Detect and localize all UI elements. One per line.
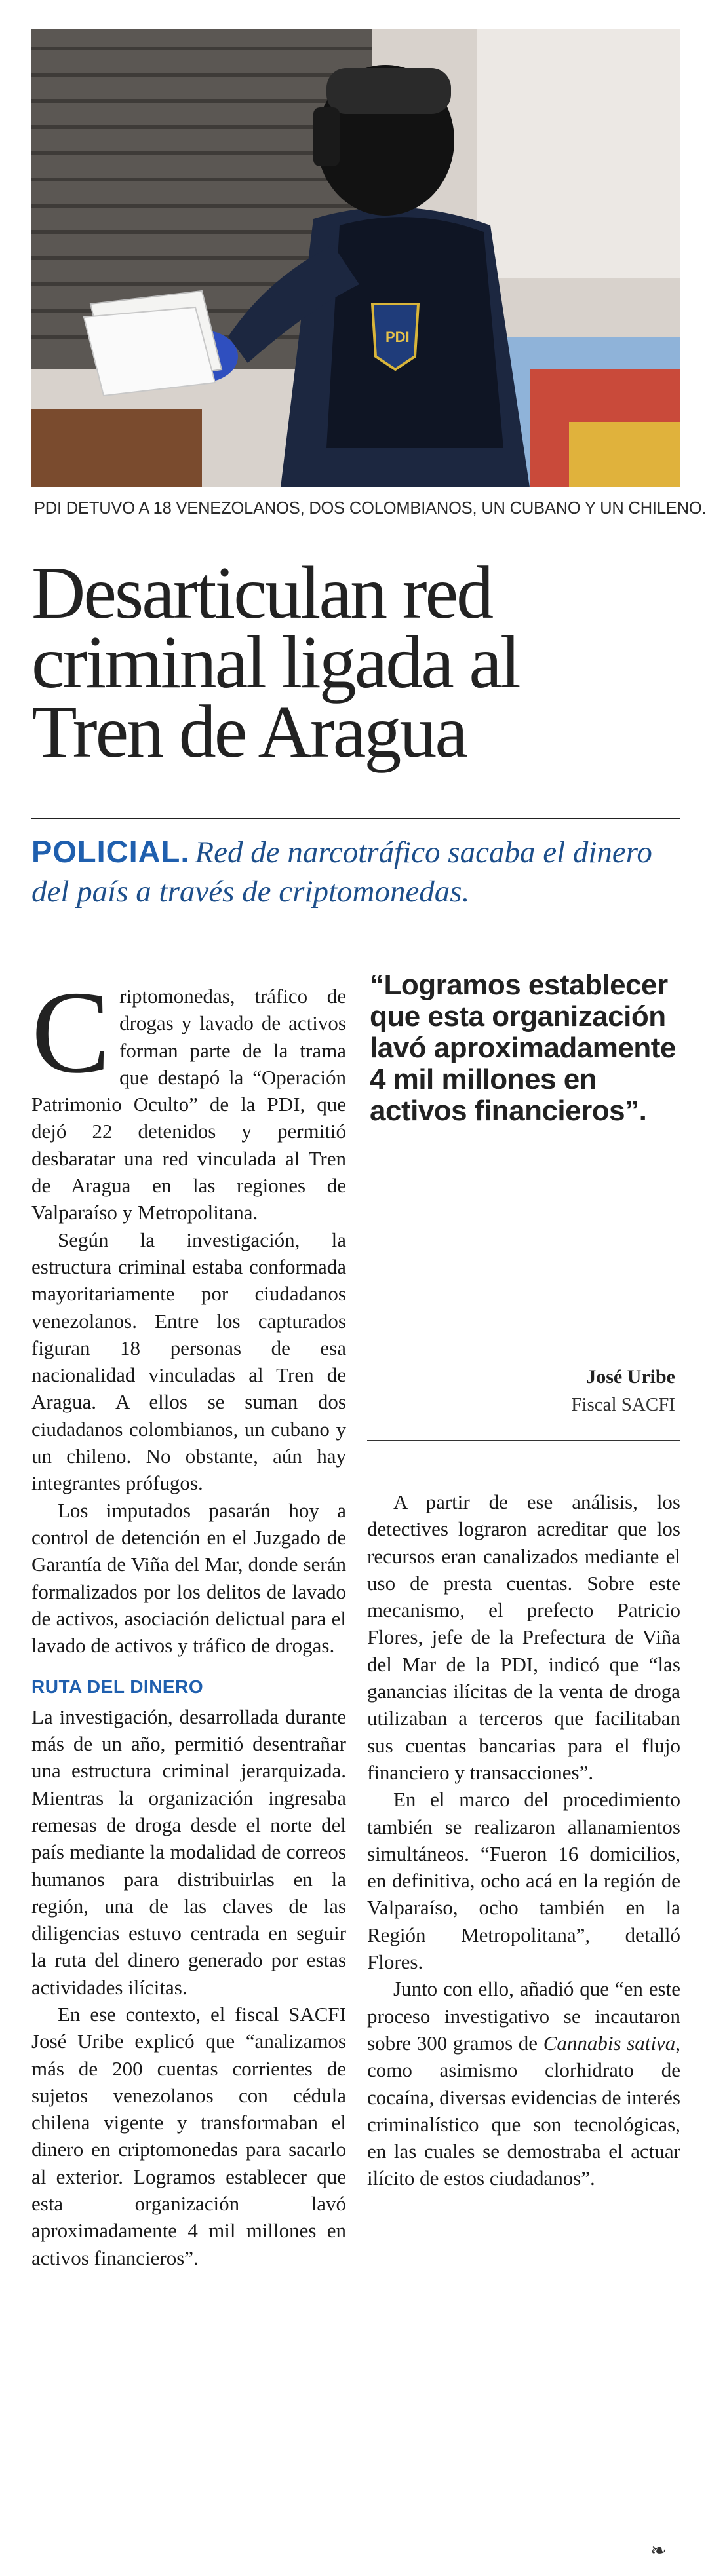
paragraph-4: La investigación, desarrollada durante más de un año, permitió desentrañar una estructura criminal jerarquizada. Mientras la organización ingresaba remesas de droga desde el norte del país mediante la modalidad de correos humanos para distribuirlas en la región, una de las claves de las diligencias estuvo centrada en seguir la ruta del dinero generado por estas actividades ilícitas. [31,1705,346,1999]
end-mark-icon: ❧ [650,2539,667,2562]
paragraph-7: En el marco del procedimiento también se realizaron allanamientos simultáneos. “Fueron 16 domicilios, en definitiva, ocho acá en la región de Valparaíso, ocho también en la Región Metropolitana”, detalló Flores. [367,1788,680,1974]
quote-divider [367,1440,680,1441]
species-name: Cannabis sativa [543,2031,676,2055]
deck-divider [31,818,680,819]
paragraph-5: En ese contexto, el fiscal SACFI José Uribe explicó que “analizamos más de 200 cuentas corrientes de sujetos venezolanos con cédula chilena vigente y transformaban el dinero en criptomonedas para sacarlo al exterior. Logramos establecer que esta organización lavó aproximadamente 4 mil millones en activos financieros”. [31,2002,346,2269]
body-column-right [367,1488,680,2192]
paragraph-3: Los imputados pasarán hoy a control de detención en el Juzgado de Garantía de Viña del Mar, donde serán formalizados por los delitos de lavado de activos, asociación delictual para el lavado de activos y tráfico de drogas. [31,1498,346,1657]
paragraph-2: Según la investigación, la estructura criminal estaba conformada mayoritariamente por ciudadanos venezolanos. Entre los capturados figuran 18 personas de esa nacionalidad vinculadas al Tren de Aragua. A ellos se suman dos ciudadanos colombianos, un cubano y un chileno. No obstante, aún hay integrantes prófugos. [31,1228,346,1495]
paragraph-6: A partir de ese análisis, los detectives lograron acreditar que los recursos eran canalizados mediante el uso de presta cuentas. Sobre este mecanismo, el prefecto Patricio Flores, jefe de la Prefectura de Viña del Mar de la PDI, indicó que “las ganancias ilícitas de la venta de droga utilizaban a terceros que facilitaban sus cuentas bancarias para el flujo financiero y transacciones”. [367,1490,680,1784]
quote-author-name: José Uribe [586,1366,675,1388]
body-column-left [31,967,346,2271]
drop-cap: C [31,967,111,1097]
deck-text: Red de narcotráfico sacaba el dinero del país a través de criptomonedas. [31,835,652,909]
officer-photo-illustration [31,29,680,487]
badge-text: PDI [385,329,410,345]
headline [31,551,680,773]
deck [31,832,687,911]
paragraph-1: Criptomonedas, tráfico de drogas y lavado de activos forman parte de la trama que destapó la “Operación Patrimonio Oculto” de la PDI, que dejó 22 detenidos y permitió desbaratar una red vinculada al Tren de Aragua en las regiones de Valparaíso y Metropolitana. [31,967,346,1224]
section-kicker: POLICIAL. [31,834,190,869]
headline-line-1: Desarticulan red [31,551,492,634]
paragraph-8: Junto con ello, añadió que “en este proceso investigativo se incautaron sobre 300 gramos de Cannabis sativa, como asimismo clorhidrato de cocaína, diversas evidencias de interés criminalístico que son tecnológicas, en las cuales se demostraba el actuar ilícito de estos ciudadanos”. [367,1977,680,2190]
photo-caption: PDI DETUVO A 18 VENEZOLANOS, DOS COLOMBIANOS, UN CUBANO Y UN CHILENO. [34,499,707,518]
quote-author-role: Fiscal SACFI [571,1394,675,1415]
pull-quote: “Logramos establecer que esta organización lavó aproximadamente 4 mil millones en activos financieros”. [370,969,676,1127]
article-photo [31,29,680,487]
subhead-ruta-del-dinero: RUTA DEL DINERO [31,1676,204,1697]
headline-line-2: criminal ligada al [31,620,519,704]
headline-line-3: Tren de Aragua [31,690,466,773]
